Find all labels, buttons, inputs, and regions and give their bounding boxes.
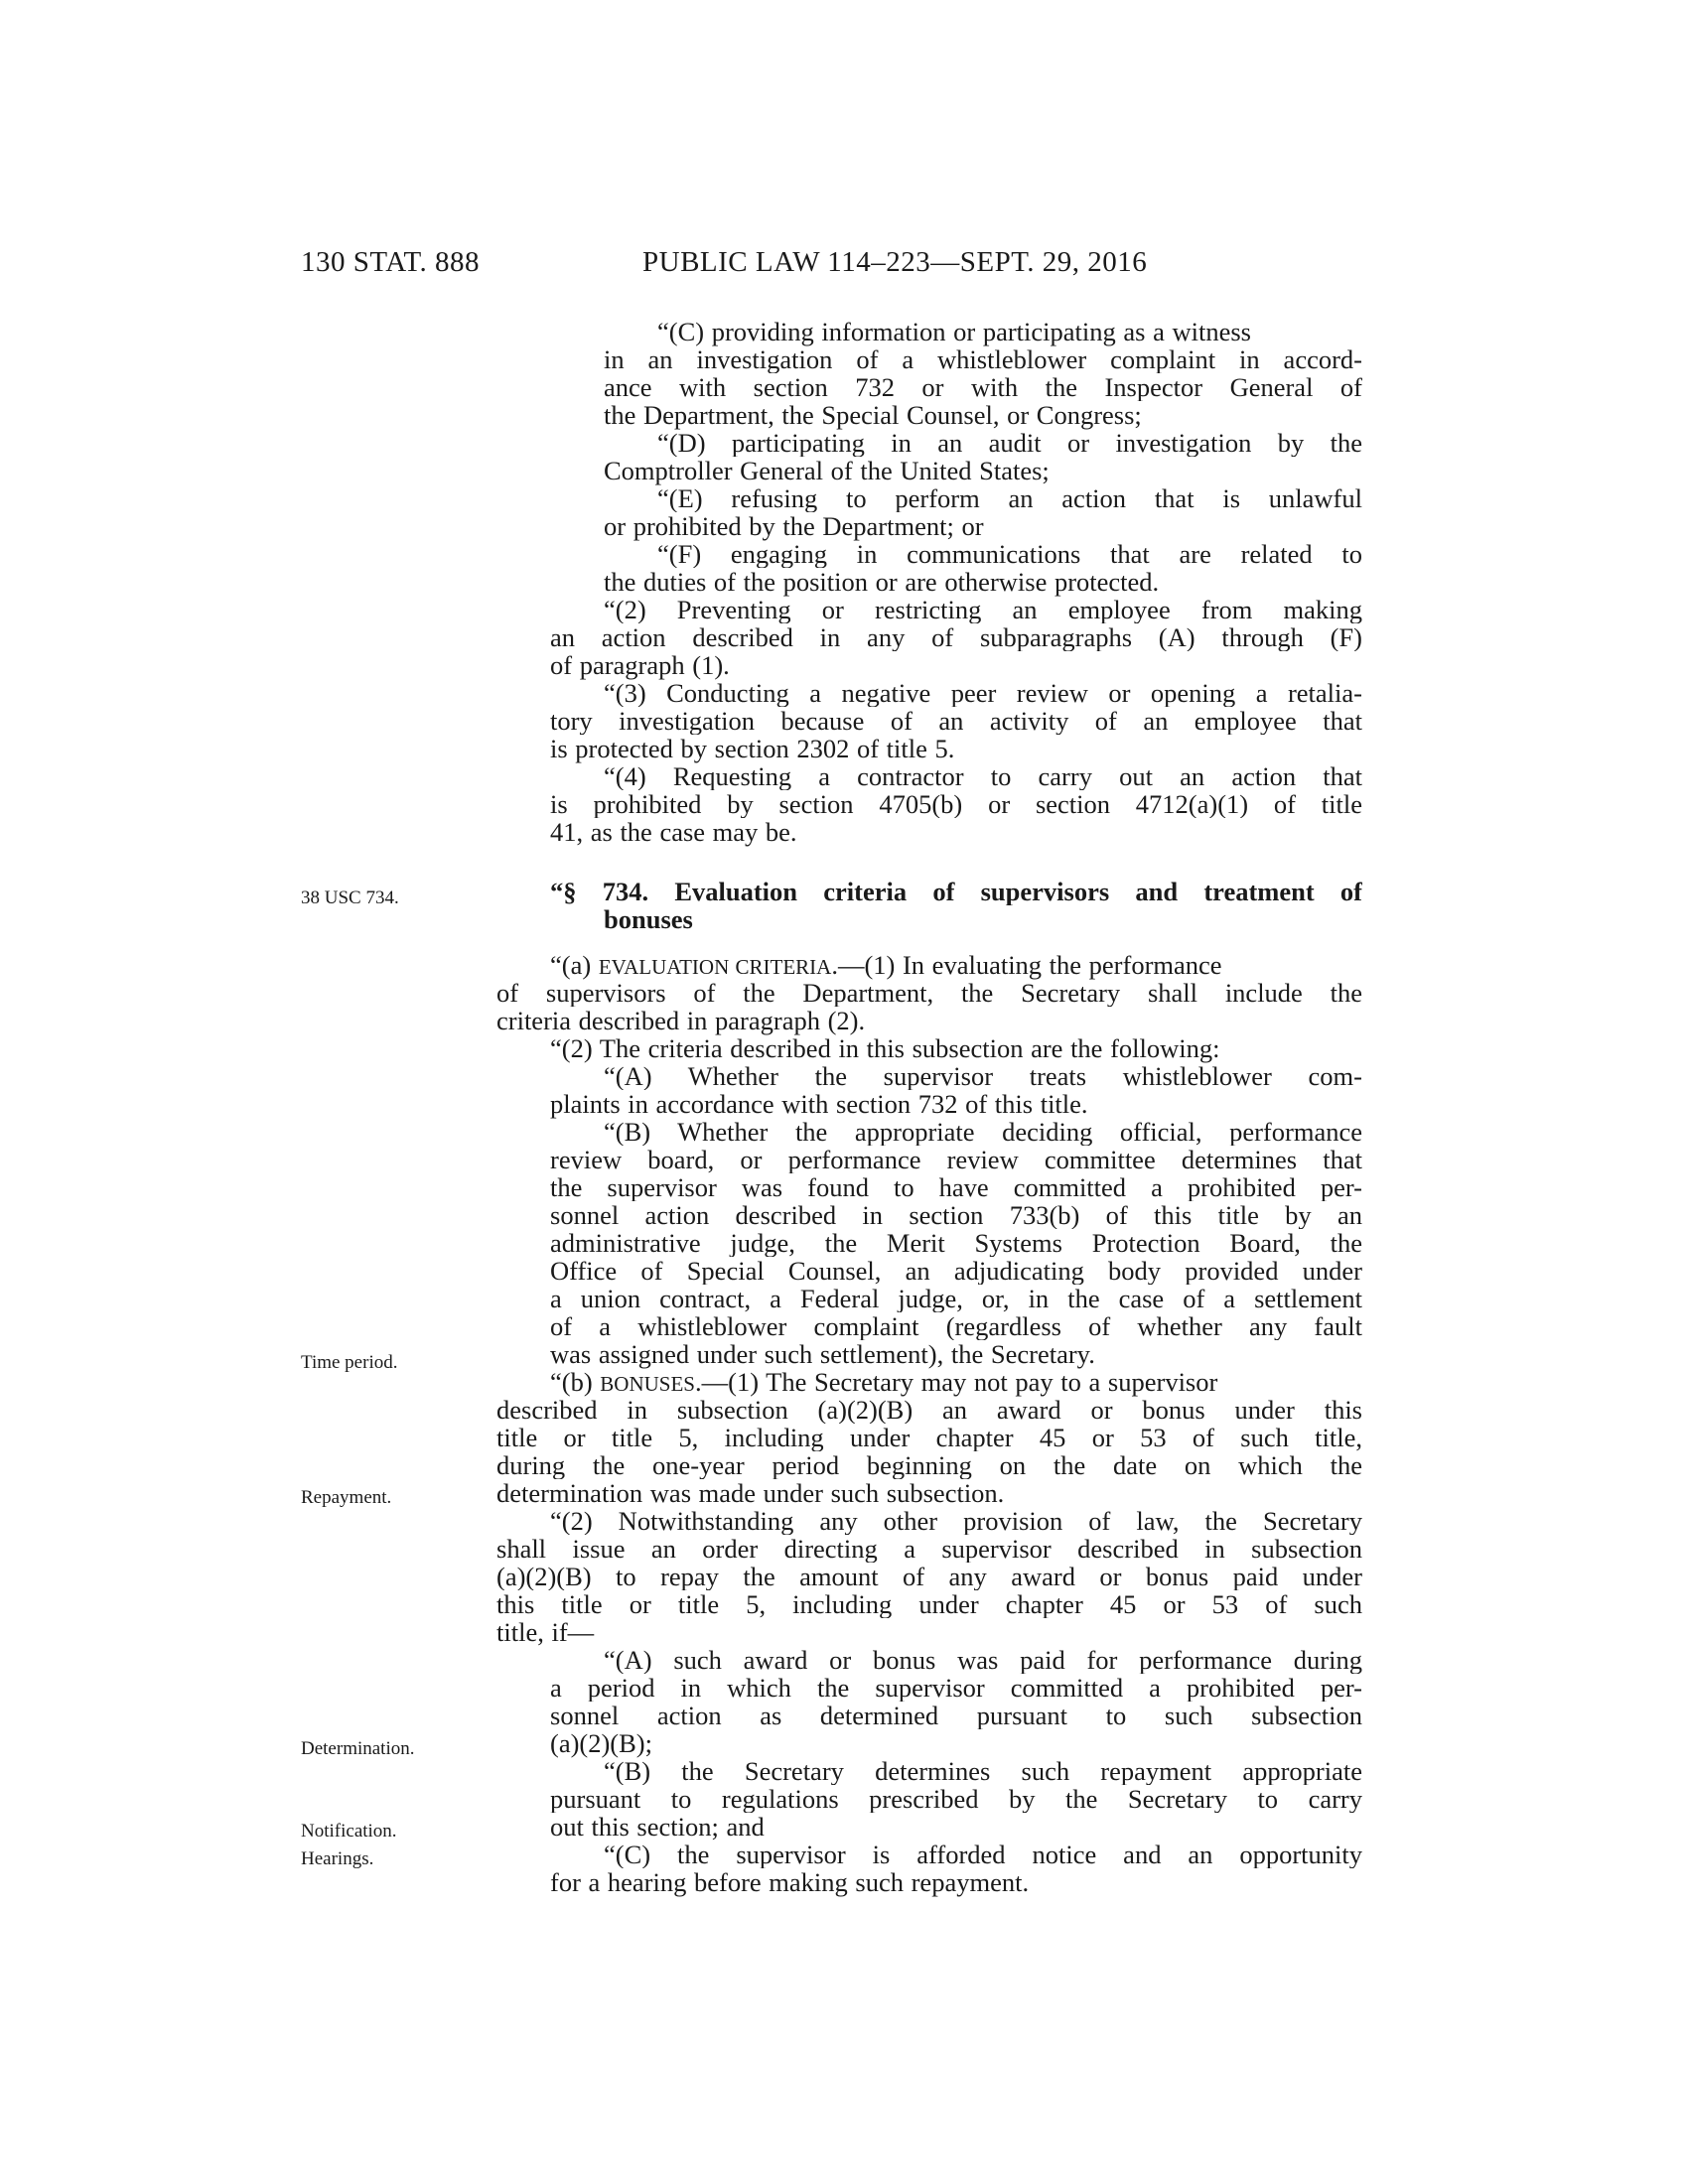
subsection-b-label: BONUSES: [600, 1372, 695, 1396]
text-line: sonnel action as determined pursuant to such subsection: [550, 1702, 1362, 1729]
text-line: tory investigation because of an activity of an employee that: [550, 707, 1362, 735]
margin-note-repayment: Repayment.: [301, 1487, 392, 1508]
margin-note-notification: Notification.: [301, 1821, 397, 1842]
text-line: “(C) providing information or participating as a witness: [657, 317, 1251, 346]
margin-note-time-period: Time period.: [301, 1352, 398, 1373]
text-line: is protected by section 2302 of title 5.: [550, 734, 955, 763]
subsection-a-label: EVALUATION CRITERIA: [598, 955, 832, 979]
text-line: this title or title 5, including under chapter 45 or 53 of such: [496, 1590, 1362, 1618]
text-line: in an investigation of a whistleblower complaint in accord-: [604, 345, 1362, 373]
text-line: Office of Special Counsel, an adjudicating body provided under: [550, 1257, 1362, 1285]
page-stat-citation: 130 STAT. 888: [301, 246, 481, 278]
text-line: title, if—: [496, 1617, 595, 1647]
text-line: out this section; and: [550, 1812, 765, 1842]
text-line: plaints in accordance with section 732 of this title.: [550, 1089, 1088, 1119]
text-line: a union contract, a Federal judge, or, in the case of a settlement: [550, 1285, 1362, 1312]
subsection-a-first-line: [550, 951, 1362, 981]
text-line: “(D) participating in an audit or investigation by the: [657, 429, 1362, 457]
text-line: of supervisors of the Department, the Secretary shall include the: [496, 979, 1362, 1007]
text-line: “(3) Conducting a negative peer review or opening a retalia-: [604, 679, 1362, 707]
text-line: or prohibited by the Department; or: [604, 511, 984, 541]
text-line: was assigned under such settlement), the Secretary.: [550, 1339, 1095, 1369]
text-line: “(F) engaging in communications that are related to: [657, 540, 1362, 568]
margin-note-hearings: Hearings.: [301, 1848, 374, 1869]
text-line: administrative judge, the Merit Systems Protection Board, the: [550, 1229, 1362, 1257]
text-line: title or title 5, including under chapter 45 or 53 of such title,: [496, 1424, 1362, 1451]
subsection-b-text: “(b) BONUSES.—(1) The Secretary may not pay to a supervisor: [550, 1367, 1218, 1397]
text-line: of a whistleblower complaint (regardless of whether any fault: [550, 1312, 1362, 1340]
text-line: described in subsection (a)(2)(B) an award or bonus under this: [496, 1396, 1362, 1424]
text-line: a period in which the supervisor committed a prohibited per-: [550, 1674, 1362, 1702]
text-line: “(2) The criteria described in this subsection are the following:: [550, 1033, 1220, 1063]
text-line: (a)(2)(B);: [550, 1728, 652, 1758]
text-line: an action described in any of subparagraphs (A) through (F): [550, 623, 1362, 651]
text-line: the Department, the Special Counsel, or Congress;: [604, 400, 1142, 430]
text-line: the duties of the position or are otherwise protected.: [604, 567, 1160, 597]
section-heading: “§ 734. Evaluation criteria of supervisors and treatment of: [550, 878, 1362, 905]
text-line: for a hearing before making such repayment.: [550, 1867, 1030, 1897]
text-line: criteria described in paragraph (2).: [496, 1006, 866, 1035]
text-line: determination was made under such subsection.: [496, 1478, 1005, 1508]
text-line: “(C) the supervisor is afforded notice and an opportunity: [604, 1841, 1362, 1868]
page-running-title: PUBLIC LAW 114–223—SEPT. 29, 2016: [642, 246, 1148, 278]
subsection-a-text: “(a) EVALUATION CRITERIA.—(1) In evaluating the performance: [550, 950, 1222, 980]
text-line: “(4) Requesting a contractor to carry out an action that: [604, 762, 1362, 790]
margin-note-determination: Determination.: [301, 1738, 415, 1759]
text-line: of paragraph (1).: [550, 650, 730, 680]
subsection-b-first-line: [550, 1368, 1217, 1398]
text-line: review board, or performance review committee determines that: [550, 1146, 1362, 1173]
text-line: Comptroller General of the United States;: [604, 456, 1050, 485]
text-line: (a)(2)(B) to repay the amount of any award or bonus paid under: [496, 1563, 1362, 1590]
section-heading-continued: bonuses: [604, 904, 693, 934]
text-line: “(E) refusing to perform an action that is unlawful: [657, 484, 1362, 512]
text-line: the supervisor was found to have committed a prohibited per-: [550, 1173, 1362, 1201]
margin-note-usc: 38 USC 734.: [301, 887, 399, 908]
text-line: “(A) such award or bonus was paid for performance during: [604, 1646, 1362, 1674]
text-line: “(A) Whether the supervisor treats whistleblower com-: [604, 1062, 1362, 1090]
text-line: is prohibited by section 4705(b) or section 4712(a)(1) of title: [550, 790, 1362, 818]
text-line: during the one-year period beginning on the date on which the: [496, 1451, 1362, 1479]
text-line: ance with section 732 or with the Inspector General of: [604, 373, 1362, 401]
text-line: “(2) Preventing or restricting an employee from making: [604, 596, 1362, 623]
text-line: 41, as the case may be.: [550, 817, 797, 847]
text-line: “(B) Whether the appropriate deciding official, performance: [604, 1118, 1362, 1146]
text-line: shall issue an order directing a supervisor described in subsection: [496, 1535, 1362, 1563]
text-line: “(B) the Secretary determines such repayment appropriate: [604, 1757, 1362, 1785]
text-line: “(2) Notwithstanding any other provision of law, the Secretary: [550, 1507, 1362, 1535]
text-line: sonnel action described in section 733(b) of this title by an: [550, 1201, 1362, 1229]
text-line: pursuant to regulations prescribed by the Secretary to carry: [550, 1785, 1362, 1813]
